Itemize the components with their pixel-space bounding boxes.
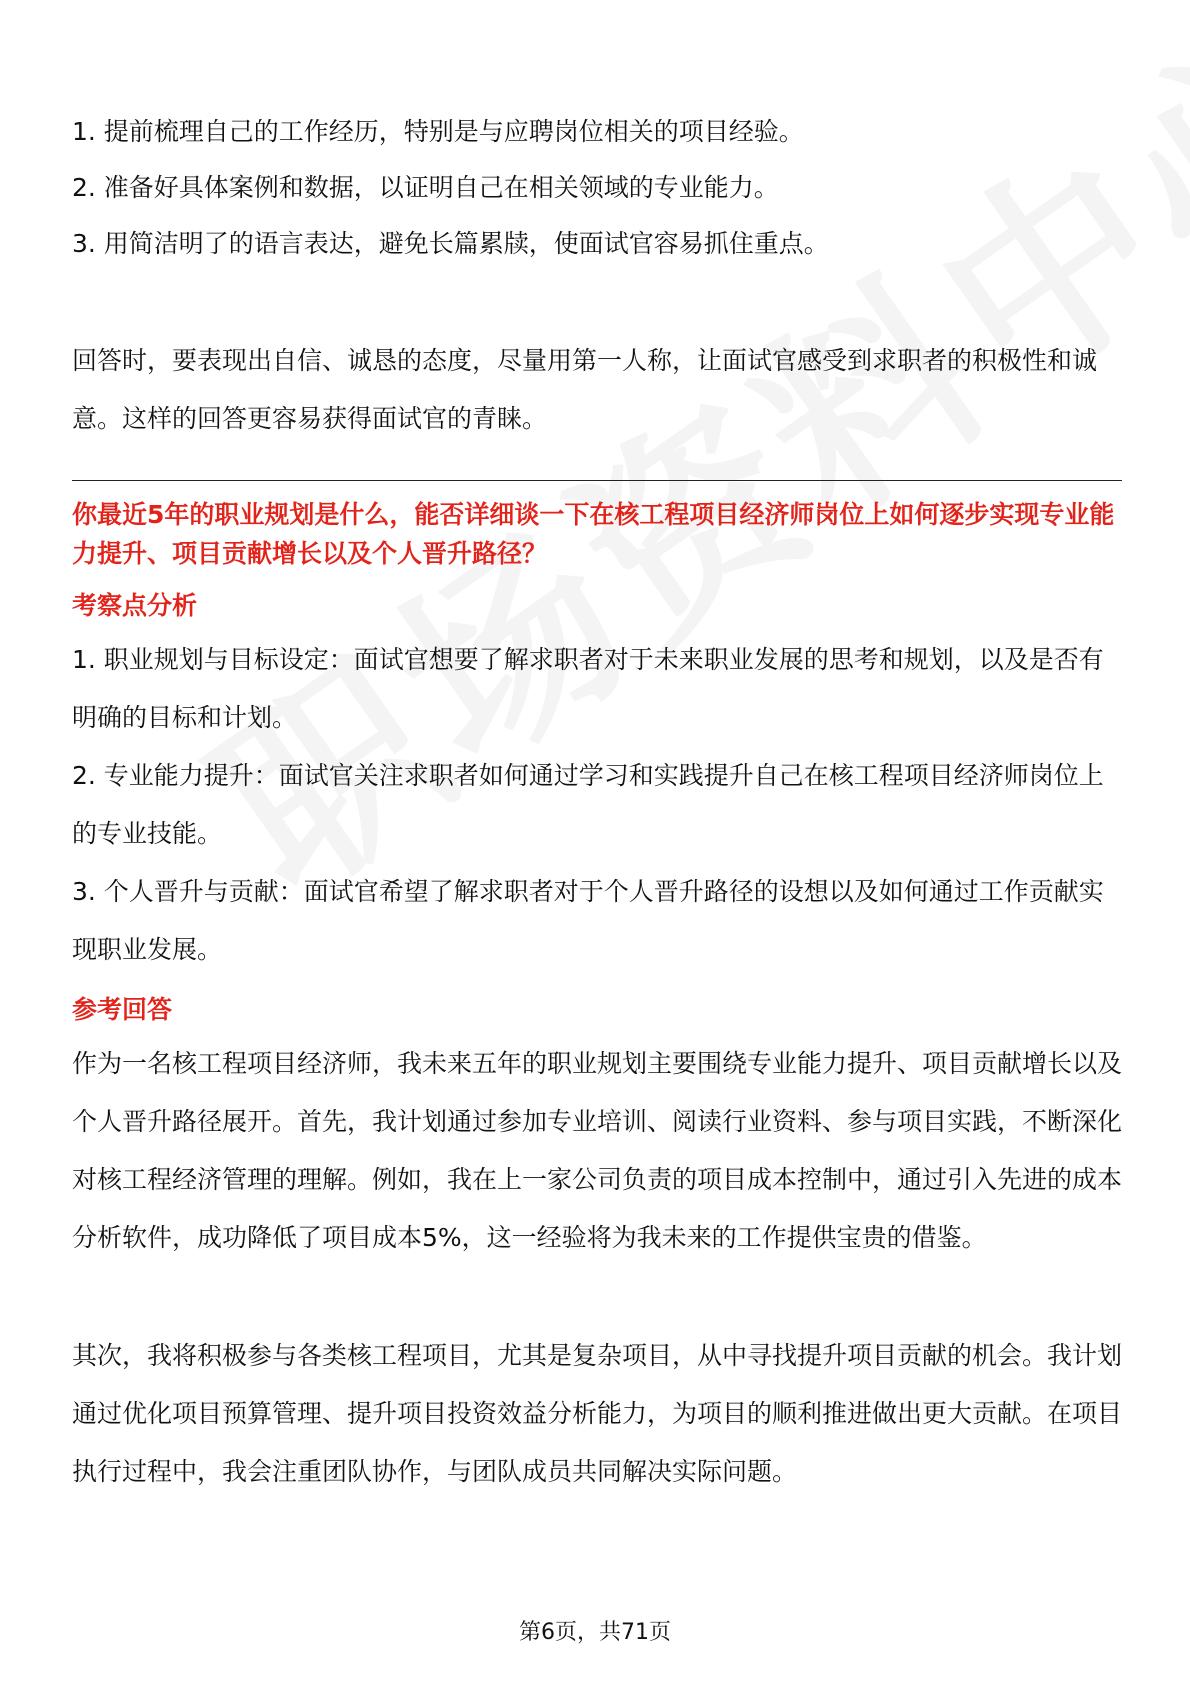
page-content [72,104,1122,1501]
analysis-point-2: 2. 专业能力提升：面试官关注求职者如何通过学习和实践提升自己在核工程项目经济师岗位上的专业技能。 [72,761,1104,848]
reference-paragraph-2: 其次，我将积极参与各类核工程项目，尤其是复杂项目，从中寻找提升项目贡献的机会。我计划通过优化项目预算管理、提升项目投资效益分析能力，为项目的顺利推进做出更大贡献。在项目执行过程中，我会注重团队协作，与团队成员共同解决实际问题。 [72,1341,1123,1486]
question-title: 你最近5年的职业规划是什么，能否详细谈一下在核工程项目经济师岗位上如何逐步实现专业能力提升、项目贡献增长以及个人晋升路径？ [72,500,1115,568]
divider [72,480,1122,481]
tip-1: 1. 提前梳理自己的工作经历，特别是与应聘岗位相关的项目经验。 [72,117,804,146]
reference-paragraph-1: 作为一名核工程项目经济师，我未来五年的职业规划主要围绕专业能力提升、项目贡献增长以及个人晋升路径展开。首先，我计划通过参加专业培训、阅读行业资料、参与项目实践，不断深化对核工程经济管理的理解。例如，我在上一家公司负责的项目成本控制中，通过引入先进的成本分析软件，成功降低了项目成本5%，这一经验将为我未来的工作提供宝贵的借鉴。 [72,1049,1123,1252]
spacer [72,1267,1122,1327]
analysis-title: 考察点分析 [72,591,198,620]
tip-3: 3. 用简洁明了的语言表达，避免长篇累牍，使面试官容易抓住重点。 [72,229,829,258]
spacer [72,272,1122,332]
intro-closing: 回答时，要表现出自信、诚恳的态度，尽量用第一人称，让面试官感受到求职者的积极性和诚意。这样的回答更容易获得面试官的青睐。 [72,346,1098,433]
page-number: 第6页，共71页 [519,1620,671,1645]
reference-title: 参考回答 [72,995,173,1024]
analysis-point-1: 1. 职业规划与目标设定：面试官想要了解求职者对于未来职业发展的思考和规划，以及是否有明确的目标和计划。 [72,645,1104,732]
analysis-point-3: 3. 个人晋升与贡献：面试官希望了解求职者对于个人晋升路径的设想以及如何通过工作贡献实现职业发展。 [72,877,1104,964]
tip-2: 2. 准备好具体案例和数据，以证明自己在相关领域的专业能力。 [72,173,779,202]
